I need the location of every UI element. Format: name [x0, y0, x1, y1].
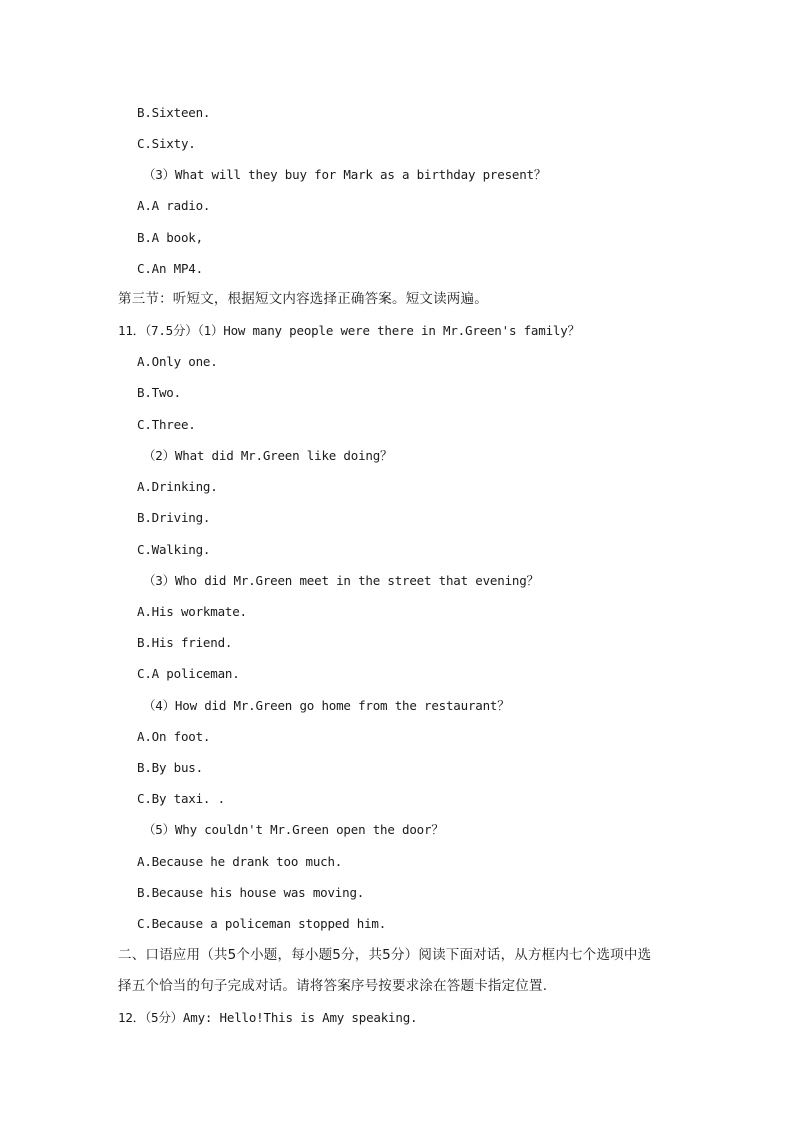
option-c-mp4: C.An MP4.: [137, 261, 203, 276]
q11-3-option-c: C.A policeman.: [137, 666, 240, 681]
q11-5-option-b: B.Because his house was moving.: [137, 885, 365, 900]
q11-4-option-a: A.On foot.: [137, 729, 211, 744]
option-b-book: B.A book,: [137, 230, 203, 245]
q11-4-option-b: B.By bus.: [137, 760, 203, 775]
q11-subquestion-5: （5）Why couldn't Mr.Green open the door？: [143, 822, 444, 837]
question-11: 11．（7.5分）（1）How many people were there in Mr.Green's family？: [118, 323, 580, 338]
q11-4-option-c: C.By taxi. .: [137, 791, 225, 806]
q11-subquestion-4: （4）How did Mr.Green go home from the restaurant？: [143, 698, 510, 713]
part-2-heading-line-2: 择五个恰当的句子完成对话。请将答案序号按要求涂在答题卡指定位置.: [118, 978, 548, 994]
question-12: 12．（5分）Amy: Hello!This is Amy speaking.: [118, 1010, 418, 1025]
subquestion-3: （3）What will they buy for Mark as a birthday present？: [143, 167, 547, 182]
q11-3-option-a: A.His workmate.: [137, 604, 247, 619]
option-c-sixty: C.Sixty.: [137, 136, 196, 151]
q11-subquestion-2: （2）What did Mr.Green like doing？: [143, 448, 393, 463]
section-3-heading: 第三节：听短文，根据短文内容选择正确答案。短文读两遍。: [118, 291, 488, 307]
q11-2-option-b: B.Driving.: [137, 510, 211, 525]
q11-5-option-a: A.Because he drank too much.: [137, 854, 343, 869]
q11-2-option-a: A.Drinking.: [137, 479, 218, 494]
q11-3-option-b: B.His friend.: [137, 635, 233, 650]
q11-1-option-b: B.Two.: [137, 385, 181, 400]
q11-1-option-a: A.Only one.: [137, 354, 218, 369]
q11-1-option-c: C.Three.: [137, 417, 196, 432]
q11-subquestion-3: （3）Who did Mr.Green meet in the street that evening？: [143, 573, 539, 588]
q11-2-option-c: C.Walking.: [137, 542, 211, 557]
option-b-sixteen: B.Sixteen.: [137, 105, 211, 120]
part-2-heading-line-1: 二、口语应用（共5个小题，每小题5分，共5分）阅读下面对话，从方框内七个选项中选: [118, 947, 652, 963]
q11-5-option-c: C.Because a policeman stopped him.: [137, 916, 387, 931]
option-a-radio: A.A radio.: [137, 198, 211, 213]
